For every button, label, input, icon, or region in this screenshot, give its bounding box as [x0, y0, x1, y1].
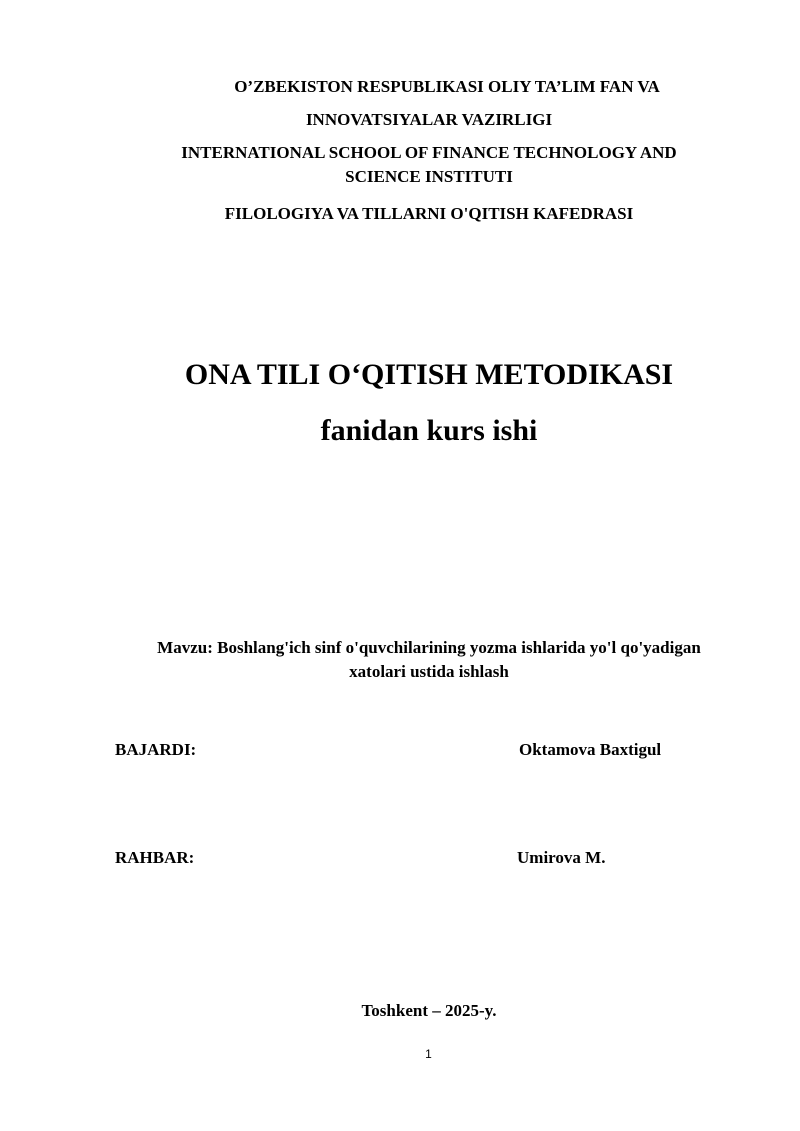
- page-number: 1: [425, 1047, 432, 1061]
- ministry-line-2: INNOVATSIYALAR VAZIRLIGI: [305, 110, 553, 129]
- supervisor-label: RAHBAR:: [115, 848, 195, 867]
- city-year: Toshkent – 2025-y.: [361, 1001, 497, 1020]
- department-name: FILOLOGIYA VA TILLARNI O'QITISH KAFEDRASI: [224, 204, 634, 223]
- performer-name: Oktamova Baxtigul: [519, 740, 662, 759]
- institute-line-2: SCIENCE INSTITUTI: [345, 167, 513, 186]
- performer-label: BAJARDI:: [115, 740, 197, 759]
- institute-line-1: INTERNATIONAL SCHOOL OF FINANCE TECHNOLOGY AND: [181, 143, 677, 162]
- topic-line-2: xatolari ustida ishlash: [349, 662, 509, 681]
- ministry-line-1: O’ZBEKISTON RESPUBLIKASI OLIY TA’LIM FAN VA: [234, 77, 660, 96]
- topic-line-1: Mavzu: Boshlang'ich sinf o'quvchilarining yozma ishlarida yo'l qo'yadigan: [157, 638, 701, 657]
- course-subtitle: fanidan kurs ishi: [320, 414, 538, 447]
- course-title: ONA TILI O‘QITISH METODIKASI: [184, 358, 674, 391]
- supervisor-name: Umirova M.: [517, 848, 606, 867]
